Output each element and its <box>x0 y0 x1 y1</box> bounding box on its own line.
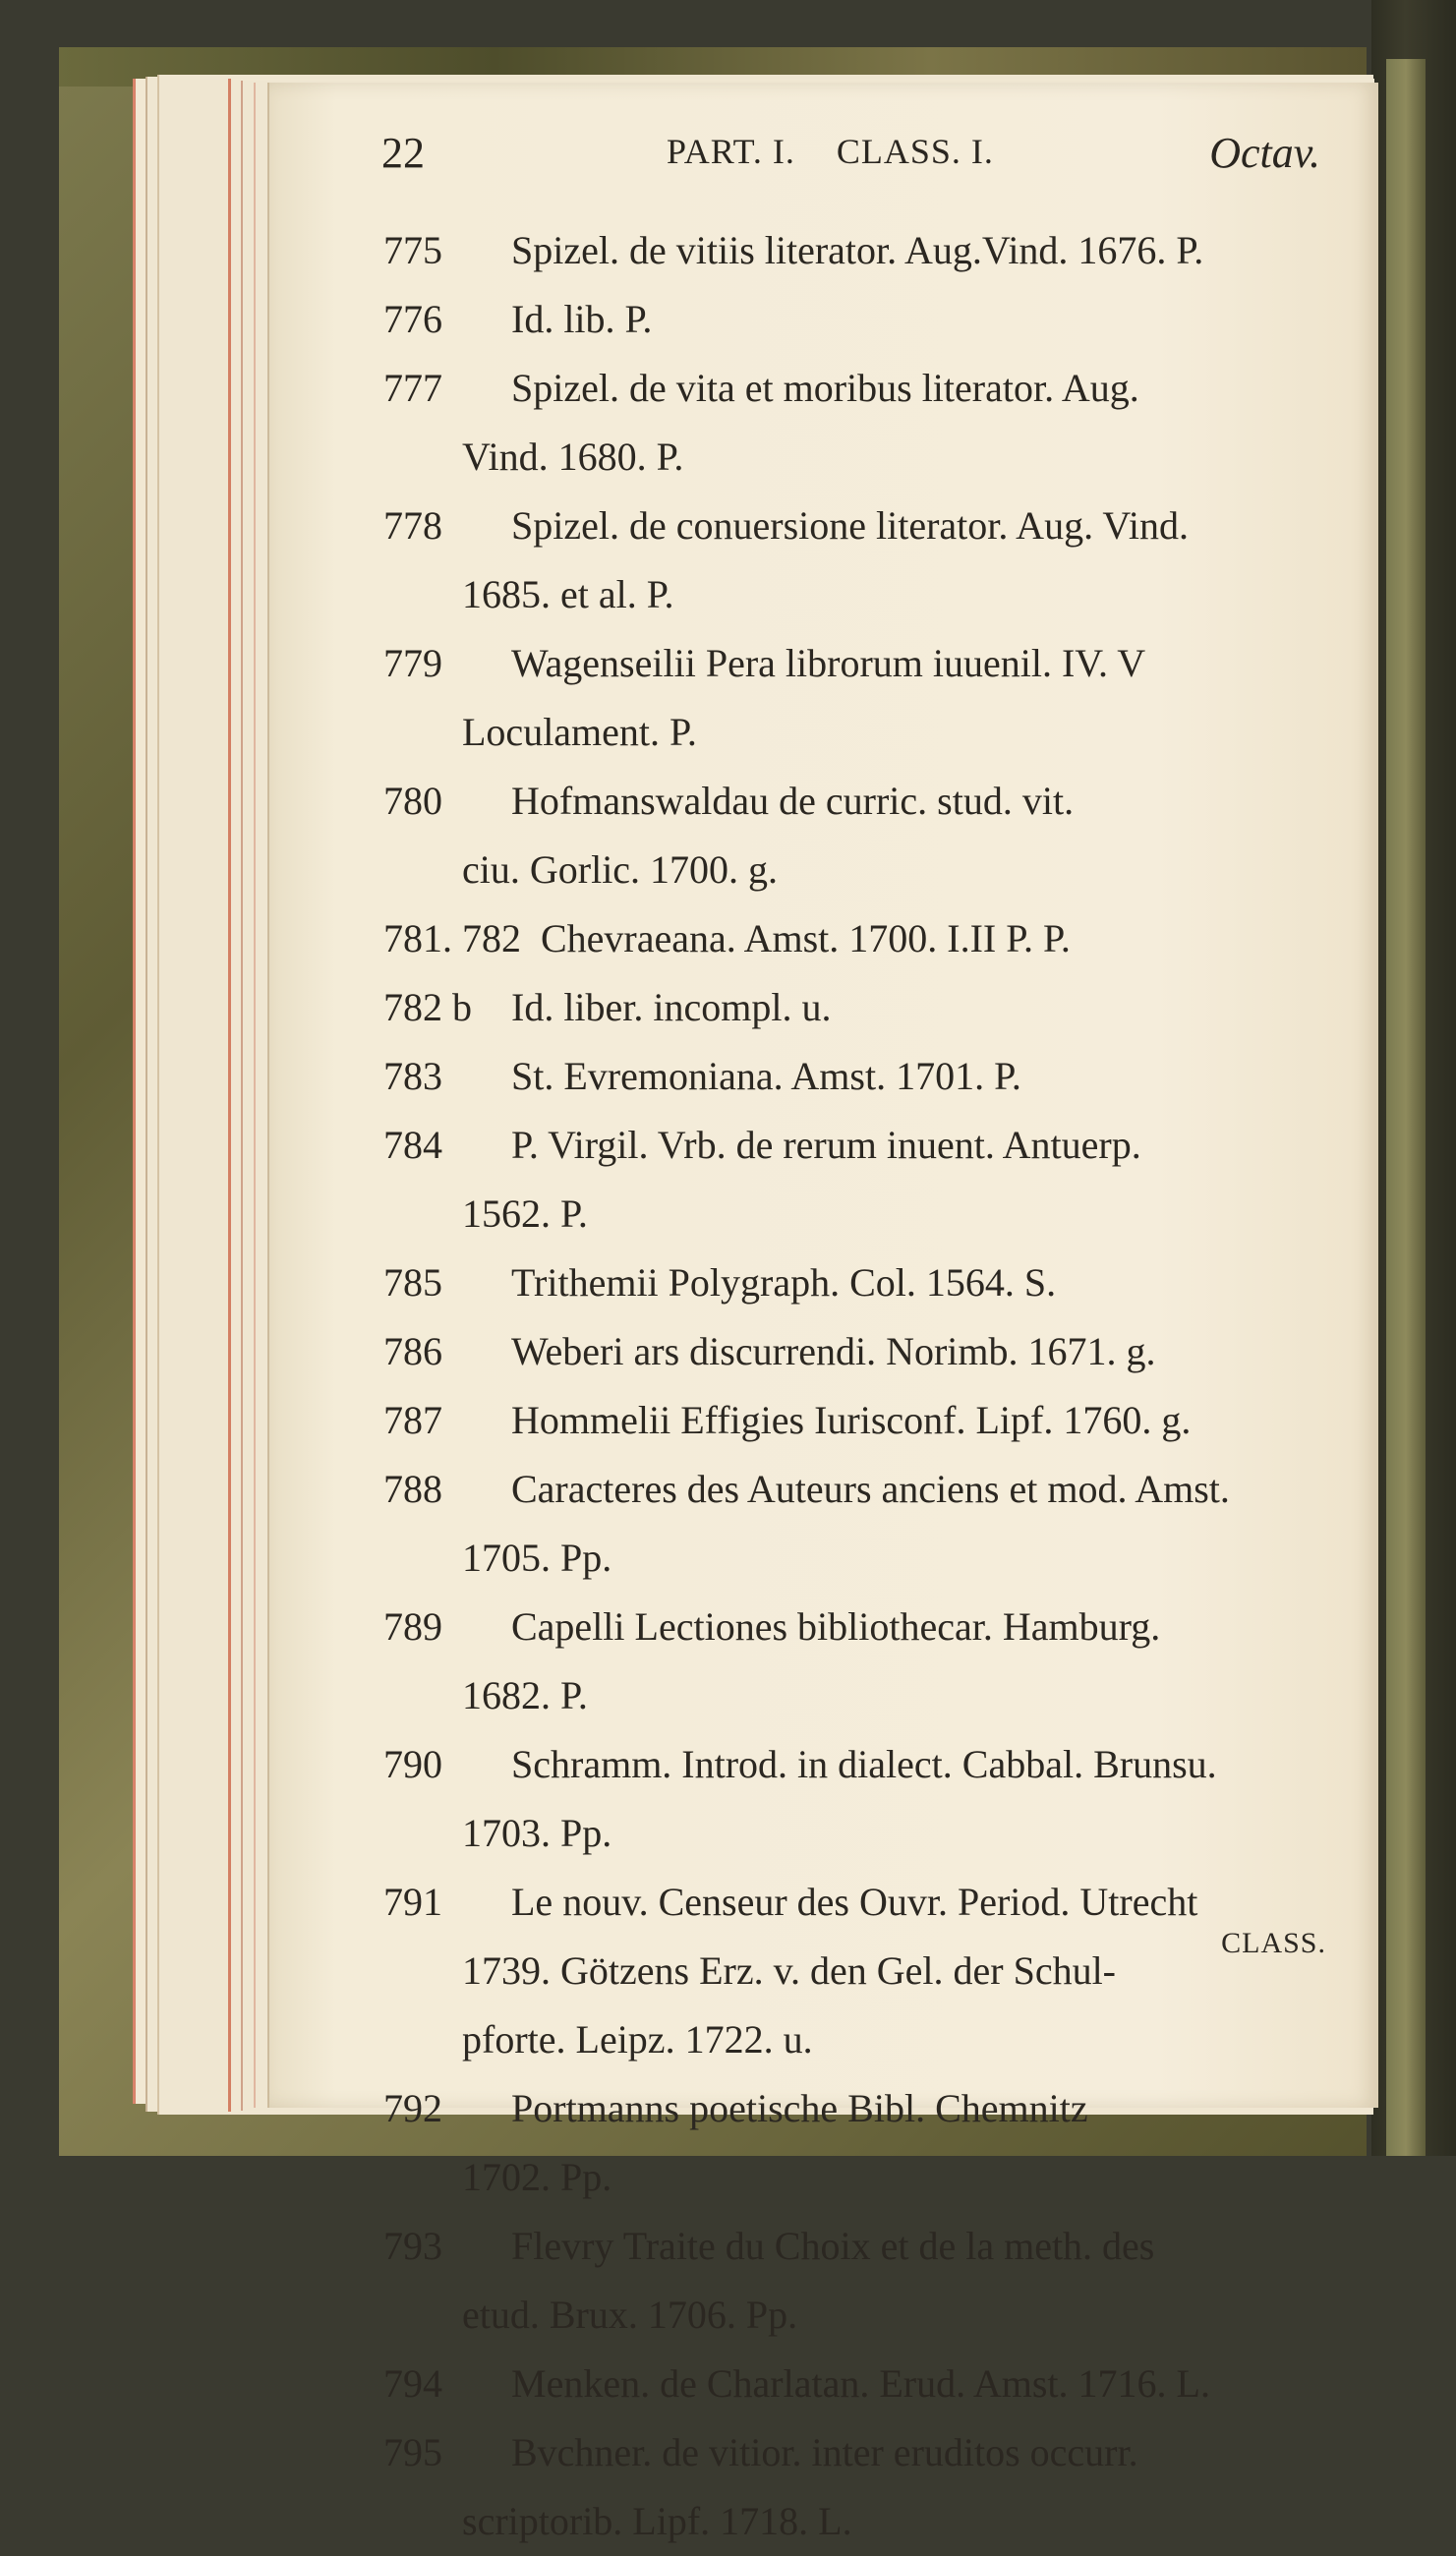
entry-continuation: Loculament. P. <box>462 710 697 754</box>
entry-text: Caracteres des Auteurs anciens et mod. Amst. <box>511 1467 1230 1511</box>
entry-number: 776 <box>383 297 442 341</box>
catalog-line <box>383 492 1327 560</box>
entry-text: Le nouv. Censeur des Ouvr. Period. Utrecht <box>511 1880 1198 1924</box>
catalog-line <box>383 2212 1327 2281</box>
entry-number: 794 <box>383 2361 442 2406</box>
entry-text: Capelli Lectiones bibliothecar. Hamburg. <box>511 1604 1161 1649</box>
entry-text: Bvchner. de vitior. inter eruditos occurr. <box>511 2430 1138 2474</box>
entry-continuation: ciu. Gorlic. 1700. g. <box>462 847 779 892</box>
entry-text: Id. liber. incompl. u. <box>511 985 832 1029</box>
entry-text: Menken. de Charlatan. Erud. Amst. 1716. L. <box>511 2361 1210 2406</box>
entry-number: 789 <box>383 1604 442 1649</box>
catalog-line <box>383 1249 1327 1317</box>
entry-text: Hofmanswaldau de curric. stud. vit. <box>511 779 1075 823</box>
section-label: Octav. <box>1209 129 1320 177</box>
entry-continuation: 1702. Pp. <box>462 2155 612 2199</box>
entry-text: Chevraeana. Amst. 1700. I.II P. P. <box>541 916 1071 960</box>
catalog-line <box>383 1111 1327 1180</box>
catalog-line <box>383 2005 1327 2074</box>
entry-number: 775 <box>383 228 442 272</box>
entry-text: Spizel. de vitiis literator. Aug.Vind. 1676. P. <box>511 228 1204 272</box>
entry-text: Flevry Traite du Choix et de la meth. des <box>511 2224 1155 2268</box>
entry-text: Hommelii Effigies Iurisconf. Lipf. 1760. g. <box>511 1398 1192 1442</box>
catalog-line <box>383 1524 1327 1593</box>
entry-number: 781. 782 <box>383 916 521 960</box>
entry-continuation: 1682. P. <box>462 1673 588 1717</box>
cover-right-edge <box>1386 59 1426 2156</box>
catalog-line <box>383 2281 1327 2350</box>
catalog-line <box>383 1386 1327 1455</box>
catalog-line <box>383 1868 1327 1937</box>
entry-continuation: 1705. Pp. <box>462 1536 612 1580</box>
entry-text: Weberi ars discurrendi. Norimb. 1671. g. <box>511 1329 1156 1373</box>
catalog-line <box>383 698 1327 767</box>
entry-number: 782 b <box>383 985 472 1029</box>
catalog-line <box>383 904 1327 973</box>
catalog-line <box>383 767 1327 836</box>
entry-number: 777 <box>383 366 442 410</box>
catalog-line <box>383 836 1327 904</box>
catalog-line <box>383 1042 1327 1111</box>
entry-number: 791 <box>383 1880 442 1924</box>
entry-continuation: Vind. 1680. P. <box>462 435 684 479</box>
catalog-line <box>383 1455 1327 1524</box>
entry-text: Trithemii Polygraph. Col. 1564. S. <box>511 1260 1057 1305</box>
catalog-line <box>383 2143 1327 2212</box>
running-head-class: CLASS. I. <box>836 132 994 171</box>
entry-text: St. Evremoniana. Amst. 1701. P. <box>511 1054 1021 1098</box>
entry-continuation: pforte. Leipz. 1722. u. <box>462 2017 813 2062</box>
entry-number: 779 <box>383 641 442 685</box>
catalog-line <box>383 354 1327 423</box>
catalog-line <box>383 973 1327 1042</box>
entry-text: Spizel. de conuersione literator. Aug. Vind. <box>511 503 1189 548</box>
page-header <box>381 122 1320 181</box>
entry-number: 778 <box>383 503 442 548</box>
catalog-line <box>383 2350 1327 2418</box>
running-head-part: PART. I. <box>667 132 795 171</box>
entry-number: 792 <box>383 2086 442 2130</box>
catalog-line <box>383 2487 1327 2556</box>
catchword: CLASS. <box>1221 1927 1326 1959</box>
catalog-line <box>383 2418 1327 2487</box>
entry-continuation: 1685. et al. P. <box>462 572 674 616</box>
entry-text: Spizel. de vita et moribus literator. Aug. <box>511 366 1139 410</box>
entry-number: 795 <box>383 2430 442 2474</box>
entry-number: 793 <box>383 2224 442 2268</box>
entry-number: 785 <box>383 1260 442 1305</box>
catalog-line <box>383 1937 1327 2005</box>
catalog-line <box>383 423 1327 492</box>
catalog-line <box>383 1317 1327 1386</box>
entry-continuation: scriptorib. Lipf. 1718. L. <box>462 2499 852 2543</box>
entry-continuation: 1562. P. <box>462 1191 588 1236</box>
entry-number: 783 <box>383 1054 442 1098</box>
catalog-entries <box>383 216 1327 2556</box>
entry-number: 787 <box>383 1398 442 1442</box>
catalog-line <box>383 1180 1327 1249</box>
entry-number: 784 <box>383 1123 442 1167</box>
entry-text: Schramm. Introd. in dialect. Cabbal. Brunsu. <box>511 1742 1217 1786</box>
entry-text: P. Virgil. Vrb. de rerum inuent. Antuerp. <box>511 1123 1141 1167</box>
entry-text: Id. lib. P. <box>511 297 653 341</box>
entry-number: 780 <box>383 779 442 823</box>
entry-continuation: etud. Brux. 1706. Pp. <box>462 2293 798 2337</box>
entry-text: Wagenseilii Pera librorum iuuenil. IV. V <box>511 641 1146 685</box>
entry-number: 788 <box>383 1467 442 1511</box>
catalog-line <box>383 216 1327 285</box>
catalog-line <box>383 1593 1327 1661</box>
catalog-line <box>383 2074 1327 2143</box>
catalog-line <box>383 560 1327 629</box>
catalog-line <box>383 1730 1327 1799</box>
entry-number: 786 <box>383 1329 442 1373</box>
catalog-line <box>383 1799 1327 1868</box>
catalog-line <box>383 1661 1327 1730</box>
running-head <box>667 130 994 173</box>
catalog-line <box>383 629 1327 698</box>
entry-number: 790 <box>383 1742 442 1786</box>
entry-continuation: 1739. Götzens Erz. v. den Gel. der Schul- <box>462 1948 1116 1993</box>
entry-continuation: 1703. Pp. <box>462 1811 612 1855</box>
page-number: 22 <box>381 129 425 177</box>
catalog-line <box>383 285 1327 354</box>
entry-text: Portmanns poetische Bibl. Chemnitz <box>511 2086 1088 2130</box>
